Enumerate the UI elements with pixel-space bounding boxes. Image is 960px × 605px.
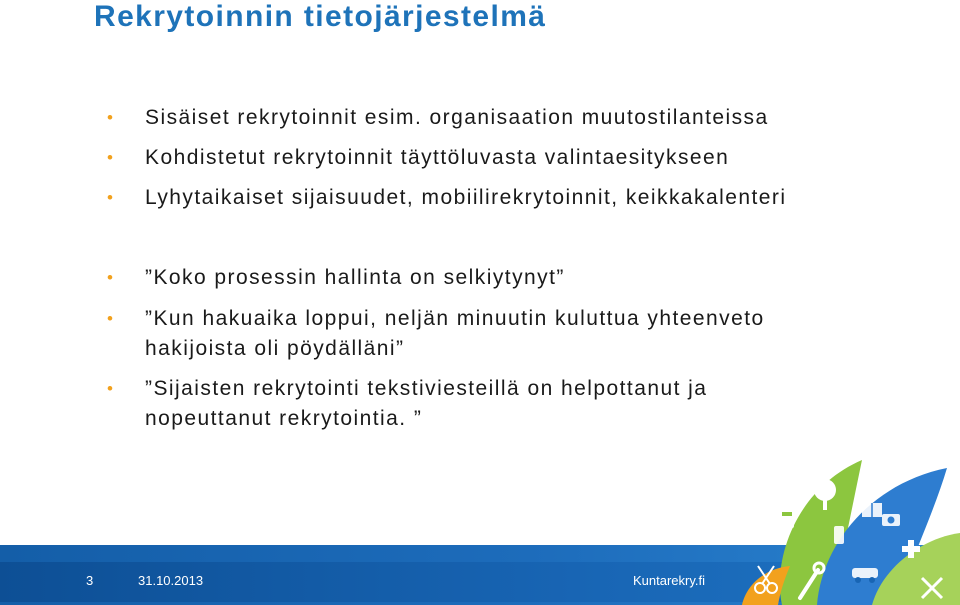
camera-icon <box>882 514 900 526</box>
phone-icon <box>834 526 844 544</box>
book-icon <box>862 503 882 517</box>
page-number: 3 <box>86 573 94 588</box>
quote-item: • ”Kun hakuaika loppui, neljän minuutin kuluttua yhteenveto <box>145 304 765 334</box>
kuntarekry-logo <box>722 448 960 605</box>
calculator-icon <box>780 510 794 528</box>
quote-item: • ”Koko prosessin hallinta on selkiytynyt” <box>145 263 565 293</box>
quote-item-continuation: hakijoista oli pöydälläni” <box>145 337 405 360</box>
quote-item-continuation: nopeuttanut rekrytointia. ” <box>145 407 423 430</box>
bullet-item: • Kohdistetut rekrytoinnit täyttöluvasta valintaesitykseen <box>145 143 729 173</box>
quote-item: • ”Sijaisten rekrytointi tekstiviesteillä on helpottanut ja <box>145 374 707 404</box>
slide-date: 31.10.2013 <box>138 573 204 588</box>
bullet-item: • Lyhytaikaiset sijaisuudet, mobiilirekrytoinnit, keikkakalenteri <box>145 183 786 213</box>
footer-brand: Kuntarekry.fi <box>633 573 706 588</box>
bullet-item: • Sisäiset rekrytoinnit esim. organisaation muutostilanteissa <box>145 103 769 133</box>
slide-title: Rekrytoinnin tietojärjestelmä <box>94 0 547 33</box>
